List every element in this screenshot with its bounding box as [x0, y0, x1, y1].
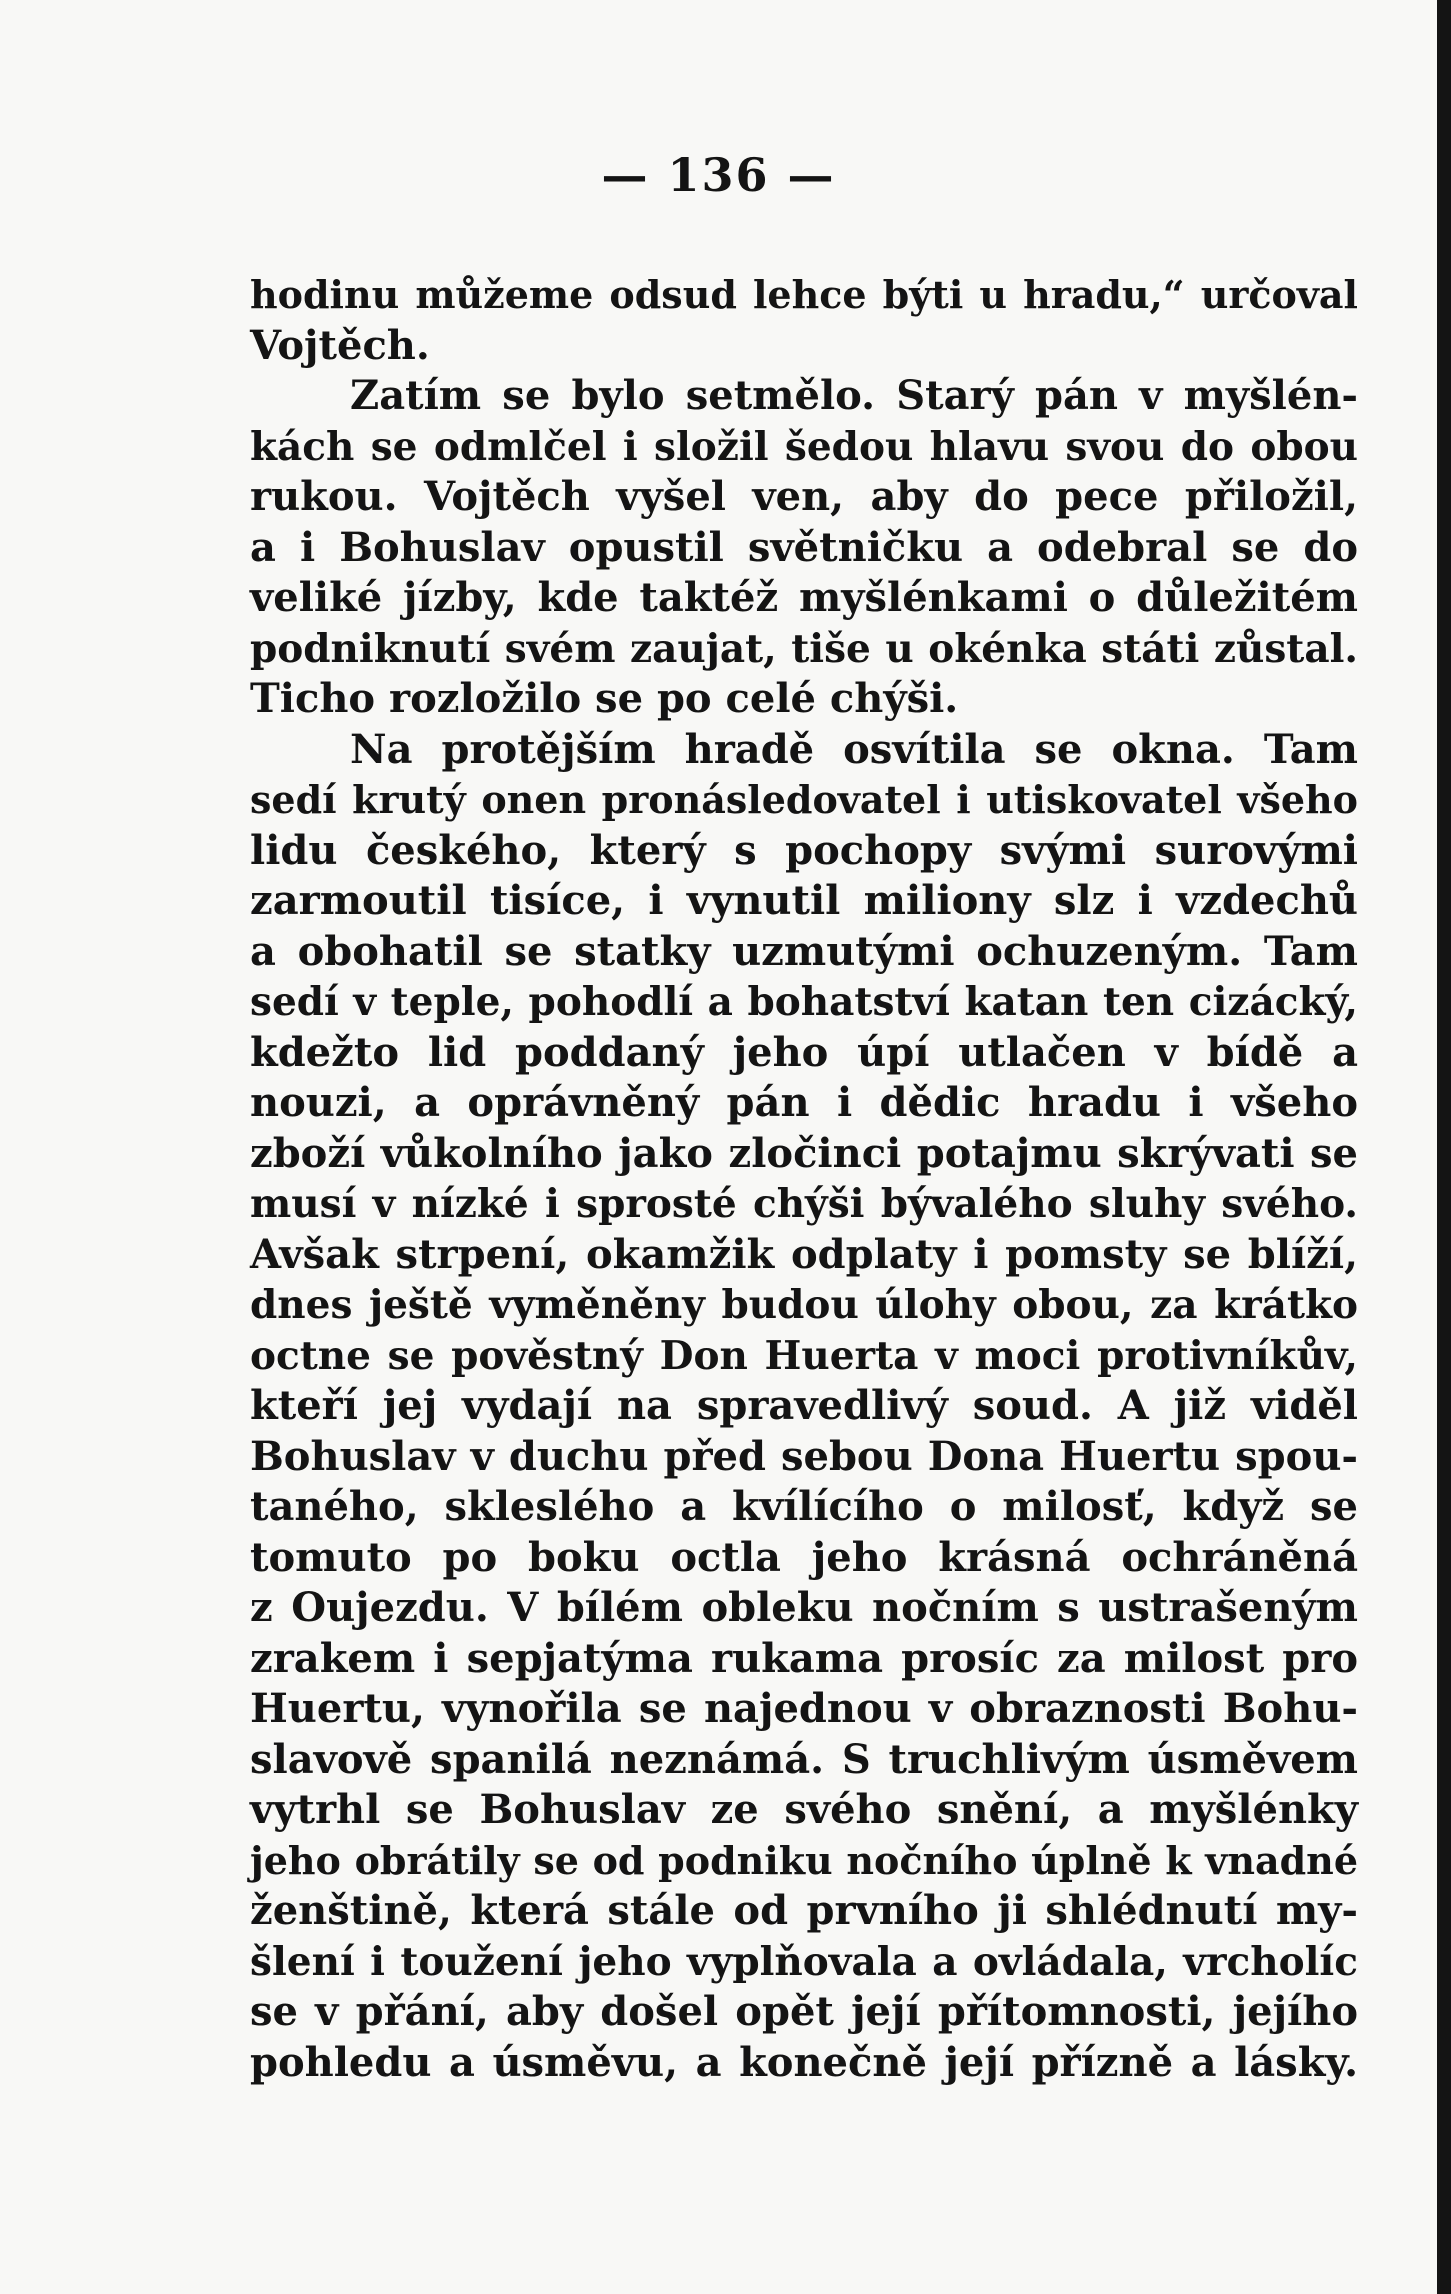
- text-line: Ticho rozložilo se po celé chýši.: [250, 675, 959, 722]
- text-line: rukou. Vojtěch vyšel ven, aby do pece přiložil,: [250, 473, 1358, 520]
- text-line: Bohuslav v duchu před sebou Dona Huertu spou-: [250, 1432, 1358, 1480]
- body-text: [250, 270, 1358, 2088]
- text-line: kdežto lid poddaný jeho úpí utlačen v bídě a: [250, 1028, 1358, 1076]
- text-line: zboží vůkolního jako zločinci potajmu skrývati se: [250, 1129, 1358, 1177]
- text-line: kách se odmlčel i složil šedou hlavu svou do obou: [250, 423, 1358, 470]
- text-line: nouzi, a oprávněný pán i dědic hradu i všeho: [250, 1079, 1358, 1126]
- text-line: ženštině, která stále od prvního ji shlédnutí my-: [250, 1887, 1358, 1934]
- text-line: tomuto po boku octla jeho krásná ochráněná: [250, 1533, 1358, 1581]
- text-line: a i Bohuslav opustil světničku a odebral se do: [250, 523, 1358, 571]
- text-line: octne se pověstný Don Huerta v moci protivníkův,: [250, 1332, 1358, 1379]
- text-line: zrakem i sepjatýma rukama prosíc za milost pro: [250, 1634, 1358, 1682]
- text-line: zarmoutil tisíce, i vynutil miliony slz i vzdechů: [250, 877, 1358, 924]
- text-line: Avšak strpení, okamžik odplaty i pomsty se blíží,: [250, 1230, 1358, 1278]
- text-line: se v přání, aby došel opět její přítomnosti, jejího: [250, 1988, 1358, 2035]
- text-line: vytrhl se Bohuslav ze svého snění, a myšlénky: [250, 1786, 1358, 1833]
- text-line: kteří jej vydají na spravedlivý soud. A již viděl: [250, 1382, 1358, 1429]
- text-line: veliké jízby, kde taktéž myšlénkami o důležitém: [250, 574, 1358, 621]
- text-line: sedí krutý onen pronásledovatel i utiskovatel všeho: [250, 777, 1358, 822]
- text-line: pohledu a úsměvu, a konečně její přízně a lásky.: [250, 2038, 1358, 2086]
- text-line: šlení i toužení jeho vyplňovala a ovládala, vrcholíc: [250, 1938, 1358, 1985]
- text-line: a obohatil se statky uzmutými ochuzeným. Tam: [250, 927, 1358, 975]
- text-line: musí v nízké i sprosté chýši bývalého sluhy svého.: [250, 1181, 1358, 1227]
- text-line: hodinu můžeme odsud lehce býti u hradu,“ určoval: [250, 272, 1358, 317]
- scan-edge: [1437, 0, 1451, 2294]
- text-line: jeho obrátily se od podniku nočního úplně k vnadné: [250, 1837, 1358, 1883]
- text-line: podniknutí svém zaujat, tiše u okénka státi zůstal.: [250, 625, 1358, 672]
- text-line: Na protějším hradě osvítila se okna. Tam: [350, 725, 1358, 773]
- text-line: Zatím se bylo setmělo. Starý pán v myšlén-: [350, 372, 1358, 419]
- text-line: Vojtěch.: [250, 321, 430, 369]
- text-line: dnes ještě vyměněny budou úlohy obou, za krátko: [250, 1282, 1358, 1328]
- text-line: slavově spanilá neznámá. S truchlivým úsměvem: [250, 1735, 1358, 1783]
- text-line: sedí v teple, pohodlí a bohatství katan ten cizácký,: [250, 979, 1358, 1025]
- text-line: Huertu, vynořila se najednou v obraznosti Bohu-: [250, 1685, 1358, 1732]
- text-line: lidu českého, který s pochopy svými surovými: [250, 826, 1358, 874]
- text-line: taného, skleslého a kvílícího o milosť, když se: [250, 1483, 1358, 1530]
- page-number: — 136 —: [601, 148, 836, 202]
- text-line: z Oujezdu. V bílém obleku nočním s ustrašeným: [250, 1584, 1358, 1631]
